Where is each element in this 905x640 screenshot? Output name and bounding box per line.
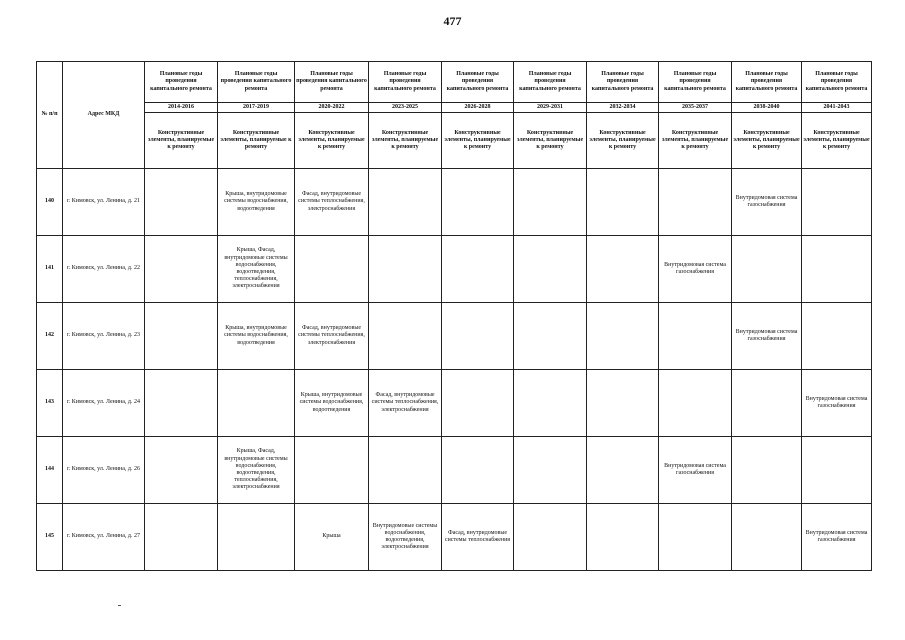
repair-elements-cell — [295, 437, 369, 504]
repair-elements-cell — [659, 169, 732, 236]
period-label: 2032-2034 — [587, 103, 659, 113]
column-title: Плановые годы проведения капитального ремонта — [442, 62, 514, 103]
repair-elements-cell: Внутридомовые системы водоснабжения, водоотведения, электроснабжения — [369, 504, 442, 571]
row-address: г. Кимовск, ул. Ленина, д. 24 — [63, 370, 145, 437]
repair-elements-cell: Крыша, Фасад, внутридомовые системы водоснабжения, водоотведения, теплоснабжения, электроснабжения — [218, 236, 295, 303]
repair-elements-cell — [369, 169, 442, 236]
table-row — [37, 303, 872, 370]
repair-elements-cell — [514, 504, 587, 571]
page-number: 477 — [443, 14, 462, 28]
repair-elements-cell — [145, 370, 218, 437]
repair-elements-cell — [514, 236, 587, 303]
column-title: Плановые годы проведения капитального ремонта — [514, 62, 587, 103]
repair-elements-cell — [732, 437, 802, 504]
repair-elements-cell — [442, 370, 514, 437]
repair-elements-cell — [587, 303, 659, 370]
column-title: Плановые годы проведения капитального ремонта — [145, 62, 218, 103]
repair-elements-cell — [802, 303, 872, 370]
row-number: 141 — [37, 236, 63, 303]
repair-elements-cell — [442, 169, 514, 236]
repair-elements-cell — [732, 504, 802, 571]
repair-schedule-table — [36, 61, 872, 571]
column-title: Плановые годы проведения капитального ремонта — [587, 62, 659, 103]
repair-elements-cell — [442, 236, 514, 303]
period-label: 2020-2022 — [295, 103, 369, 113]
table-row — [37, 370, 872, 437]
column-title: Плановые годы проведения капитального ремонта — [732, 62, 802, 103]
repair-elements-cell — [514, 169, 587, 236]
repair-elements-cell: Крыша, внутридомовые системы водоснабжения, водоотведения — [295, 370, 369, 437]
repair-elements-cell — [802, 437, 872, 504]
table-row — [37, 437, 872, 504]
table-row — [37, 169, 872, 236]
repair-elements-cell — [145, 169, 218, 236]
address-header: Адрес МКД — [63, 62, 145, 169]
row-number: 142 — [37, 303, 63, 370]
repair-elements-cell — [369, 303, 442, 370]
period-label: 2026-2028 — [442, 103, 514, 113]
repair-elements-cell — [659, 370, 732, 437]
repair-elements-cell: Крыша, внутридомовые системы водоснабжения, водоотведения — [218, 303, 295, 370]
row-address: г. Кимовск, ул. Ленина, д. 22 — [63, 236, 145, 303]
repair-elements-cell: Крыша, Фасад, внутридомовые системы водоснабжения, водоотведения, теплоснабжения, электроснабжения — [218, 437, 295, 504]
repair-elements-cell — [145, 303, 218, 370]
table-row — [37, 236, 872, 303]
elements-header: Конструктивные элементы, планируемые к ремонту — [659, 113, 732, 169]
repair-elements-cell — [587, 236, 659, 303]
elements-header: Конструктивные элементы, планируемые к ремонту — [732, 113, 802, 169]
repair-elements-cell — [659, 504, 732, 571]
column-title: Плановые годы проведения капитального ремонта — [369, 62, 442, 103]
repair-elements-cell — [659, 303, 732, 370]
period-label: 2038-2040 — [732, 103, 802, 113]
repair-elements-cell: Фасад, внутридомовые системы теплоснабжения — [442, 504, 514, 571]
repair-elements-cell: Внутридомовая система газоснабжения — [659, 236, 732, 303]
repair-elements-cell — [587, 437, 659, 504]
row-address: г. Кимовск, ул. Ленина, д. 21 — [63, 169, 145, 236]
num-header: № п/п — [37, 62, 63, 169]
repair-elements-cell: Фасад, внутридомовые системы теплоснабжения, электроснабжения — [369, 370, 442, 437]
row-number: 145 — [37, 504, 63, 571]
repair-elements-cell — [514, 370, 587, 437]
elements-header: Конструктивные элементы, планируемые к ремонту — [802, 113, 872, 169]
row-address: г. Кимовск, ул. Ленина, д. 26 — [63, 437, 145, 504]
repair-elements-cell — [732, 370, 802, 437]
period-label: 2035-2037 — [659, 103, 732, 113]
repair-elements-cell — [587, 169, 659, 236]
repair-elements-cell: Внутридомовая система газоснабжения — [659, 437, 732, 504]
repair-elements-cell — [802, 169, 872, 236]
row-address: г. Кимовск, ул. Ленина, д. 27 — [63, 504, 145, 571]
period-label: 2023-2025 — [369, 103, 442, 113]
repair-elements-cell: Внутридомовая система газоснабжения — [732, 303, 802, 370]
elements-header: Конструктивные элементы, планируемые к ремонту — [442, 113, 514, 169]
period-label: 2017-2019 — [218, 103, 295, 113]
elements-header: Конструктивные элементы, планируемые к ремонту — [587, 113, 659, 169]
repair-elements-cell: Внутридомовая система газоснабжения — [802, 370, 872, 437]
repair-elements-cell — [145, 236, 218, 303]
column-title: Плановые годы проведения капитального ремонта — [802, 62, 872, 103]
repair-elements-cell — [514, 437, 587, 504]
period-label: 2014-2016 — [145, 103, 218, 113]
elements-header: Конструктивные элементы, планируемые к ремонту — [218, 113, 295, 169]
repair-elements-cell: Фасад, внутридомовые системы теплоснабжения, электроснабжения — [295, 303, 369, 370]
repair-elements-cell: Крыша, внутридомовые системы водоснабжения, водоотведения — [218, 169, 295, 236]
elements-header: Конструктивные элементы, планируемые к ремонту — [369, 113, 442, 169]
scan-speck — [118, 605, 121, 606]
row-number: 143 — [37, 370, 63, 437]
column-title: Плановые годы проведения капитального ремонта — [659, 62, 732, 103]
period-label: 2029-2031 — [514, 103, 587, 113]
repair-elements-cell — [514, 303, 587, 370]
row-number: 140 — [37, 169, 63, 236]
repair-elements-cell — [802, 236, 872, 303]
table-body — [37, 169, 872, 571]
repair-elements-cell — [587, 370, 659, 437]
repair-elements-cell — [369, 236, 442, 303]
elements-header: Конструктивные элементы, планируемые к ремонту — [514, 113, 587, 169]
repair-elements-cell — [732, 236, 802, 303]
elements-header: Конструктивные элементы, планируемые к ремонту — [145, 113, 218, 169]
period-label: 2041-2043 — [802, 103, 872, 113]
row-number: 144 — [37, 437, 63, 504]
column-title: Плановые годы проведения капитального ремонта — [295, 62, 369, 103]
repair-elements-cell — [218, 370, 295, 437]
repair-elements-cell: Внутридомовая система газоснабжения — [732, 169, 802, 236]
row-address: г. Кимовск, ул. Ленина, д. 23 — [63, 303, 145, 370]
repair-elements-cell — [145, 437, 218, 504]
repair-elements-cell — [218, 504, 295, 571]
repair-elements-cell: Фасад, внутридомовые системы теплоснабжения, электроснабжения — [295, 169, 369, 236]
repair-elements-cell — [145, 504, 218, 571]
repair-elements-cell — [442, 303, 514, 370]
repair-elements-cell — [587, 504, 659, 571]
column-title: Плановые годы проведения капитального ремонта — [218, 62, 295, 103]
repair-elements-cell — [295, 236, 369, 303]
repair-elements-cell — [369, 437, 442, 504]
elements-header: Конструктивные элементы, планируемые к ремонту — [295, 113, 369, 169]
repair-elements-cell: Крыша — [295, 504, 369, 571]
repair-elements-cell — [442, 437, 514, 504]
table-row — [37, 504, 872, 571]
repair-elements-cell: Внутридомовая система газоснабжения — [802, 504, 872, 571]
